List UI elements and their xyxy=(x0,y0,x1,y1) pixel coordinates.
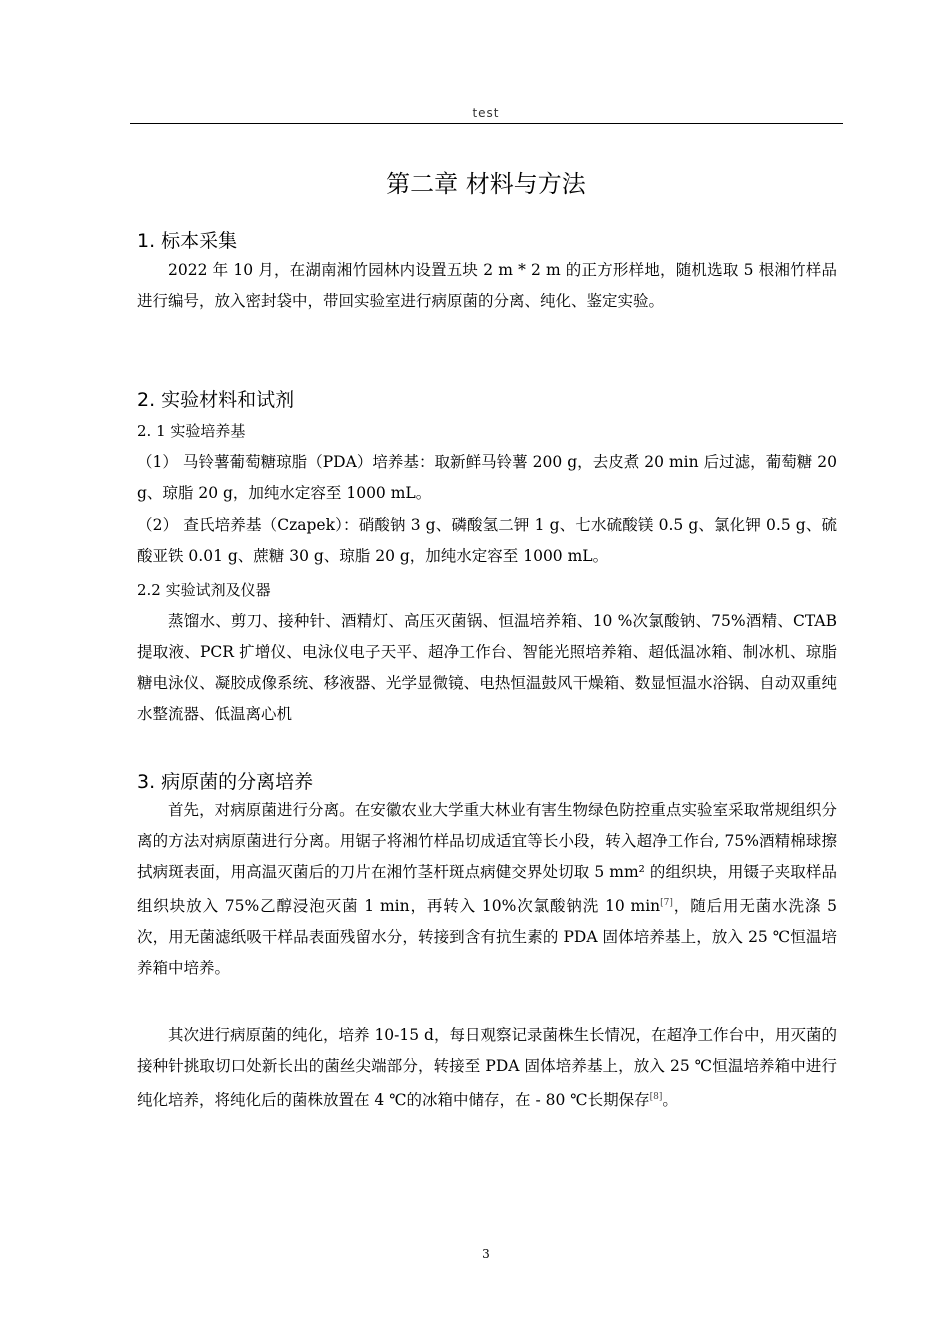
section-1-paragraph: 2022 年 10 月，在湖南湘竹园林内设置五块 2 m * 2 m 的正方形样地，随机选取 5 根湘竹样品进行编号，放入密封袋中，带回实验室进行病原菌的分离、纯化、鉴定实验。 xyxy=(137,261,837,310)
section-3-paragraph-2 xyxy=(137,1020,837,1116)
citation-8: [8] xyxy=(649,1092,663,1102)
section-3-heading: 3. 病原菌的分离培养 xyxy=(137,771,314,793)
section-1-heading: 1. 标本采集 xyxy=(137,230,238,252)
section-2-heading: 2. 实验材料和试剂 xyxy=(137,389,295,411)
medium-item-1: （1） 马铃薯葡萄糖琼脂（PDA）培养基：取新鲜马铃薯 200 g，去皮煮 20 min 后过滤，葡萄糖 20 g、琼脂 20 g，加纯水定容至 1000 mL。 xyxy=(137,453,837,502)
chapter-title: 第二章 材料与方法 xyxy=(386,170,586,198)
page-number: 3 xyxy=(482,1247,490,1261)
section-3-paragraph-1-text: 首先，对病原菌进行分离。在安徽农业大学重大林业有害生物绿色防控重点实验室采取常规组织分离的方法对病原菌进行分离。用锯子将湘竹样品切成适宜等长小段，转入超净工作台, 75%酒精棉球擦拭病斑表面，用高温灭菌后的刀片在湘竹茎杆斑点病健交界处切取 5 mm² 的组织块，用镊子夹取样品组织块放入 75%乙醇浸泡灭菌 1 min，再转入 10%次氯酸钠洗 10 min xyxy=(137,801,837,916)
section-2-1-heading: 2. 1 实验培养基 xyxy=(137,422,246,440)
section-3-paragraph-2-tail: 。 xyxy=(662,1091,678,1110)
medium-item-2: （2） 查氏培养基（Czapek）：硝酸钠 3 g、磷酸氢二钾 1 g、七水硫酸镁 0.5 g、氯化钾 0.5 g、硫酸亚铁 0.01 g、蔗糖 30 g、琼脂 20 g，加纯水定容至 1000 mL。 xyxy=(137,516,837,565)
header-rule xyxy=(130,123,843,124)
section-2-2-heading: 2.2 实验试剂及仪器 xyxy=(137,581,271,599)
section-2-2-paragraph: 蒸馏水、剪刀、接种针、酒精灯、高压灭菌锅、恒温培养箱、10 %次氯酸钠、75%酒精、CTAB 提取液、PCR 扩增仪、电泳仪电子天平、超净工作台、智能光照培养箱、超低温冰箱、制冰机、琼脂糖电泳仪、凝胶成像系统、移液器、光学显微镜、电热恒温鼓风干燥箱、数显恒温水浴锅、自动双重纯水整流器、低温离心机 xyxy=(137,612,837,723)
page-header: test xyxy=(472,106,500,120)
citation-7: [7] xyxy=(660,898,673,908)
section-3-paragraph-1 xyxy=(137,795,837,984)
section-3-paragraph-1-tail: ，随后用无菌水洗涤 5 次，用无菌滤纸吸干样品表面残留水分，转接到含有抗生素的 PDA 固体培养基上，放入 25 ℃恒温培养箱中培养。 xyxy=(137,897,837,978)
section-3-paragraph-2-text: 其次进行病原菌的纯化，培养 10-15 d，每日观察记录菌株生长情况，在超净工作台中，用灭菌的接种针挑取切口处新长出的菌丝尖端部分，转接至 PDA 固体培养基上，放入 25 ℃恒温培养箱中进行纯化培养，将纯化后的菌株放置在 4 ℃的冰箱中储存，在 - 80 ℃长期保存 xyxy=(137,1026,837,1110)
